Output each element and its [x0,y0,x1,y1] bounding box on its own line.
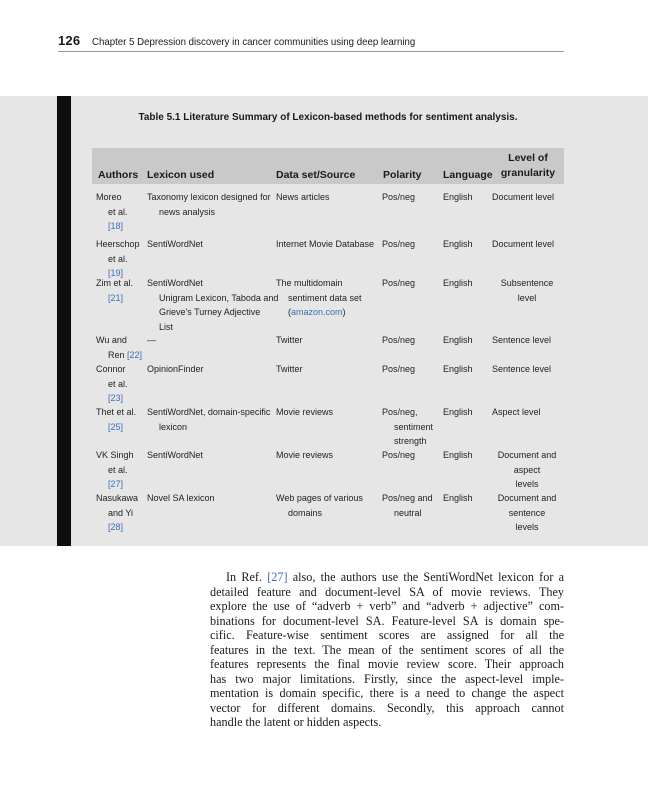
body-line: detailed feature and document-level SA of movie reviews. They [210,584,564,599]
cell-language-line: English [443,192,473,202]
cell-authors-line: et al. [108,253,128,264]
cell-dataset [276,237,380,252]
page-number: 126 [58,33,81,48]
cell-language [443,448,491,463]
cell-lexicon-line: List [159,321,174,332]
cell-language-line: English [443,278,473,288]
cell-polarity-line: Pos/neg and [382,493,433,503]
cell-dataset-line: News articles [276,192,330,202]
table-header-row [92,148,564,184]
cell-language-line: English [443,364,473,374]
cell-language [443,333,491,348]
cell-granularity-line: aspect [513,464,541,475]
reference-link[interactable]: [27] [267,570,288,584]
cell-dataset-line: Internet Movie Database [276,239,375,249]
cell-lexicon-line: SentiWordNet [147,239,203,249]
cell-dataset [276,448,380,463]
cell-lexicon [147,333,277,348]
reference-link[interactable]: [21] [108,292,124,303]
cell-granularity [492,491,562,535]
cell-authors-line: Ren [22] [108,349,143,360]
granularity-header-line-1: Level of [508,152,548,164]
cell-granularity [492,405,562,420]
reference-link[interactable]: [19] [108,268,124,278]
cell-lexicon-line: Unigram Lexicon, Taboda and [159,292,279,303]
body-line: vector for different domains. Secondly, this approach cannot [210,700,564,715]
running-header [58,33,564,52]
cell-granularity [492,362,562,377]
cell-lexicon-line: Grieve's Turney Adjective [159,307,261,317]
cell-polarity [382,190,440,205]
column-header-authors: Authors [98,169,139,181]
cell-lexicon [147,276,277,334]
column-header-granularity [492,151,564,181]
cell-authors-line: Wu and [96,335,127,345]
cell-authors [96,237,146,281]
cell-lexicon-line: OpinionFinder [147,364,204,374]
cell-lexicon-line: news analysis [159,206,216,217]
cell-language [443,362,491,377]
column-header-polarity: Polarity [383,169,422,181]
cell-polarity [382,405,440,449]
granularity-header-line-2: granularity [500,167,556,179]
cell-granularity [492,276,562,305]
cell-granularity-line: Aspect level [492,407,541,417]
body-line: has two major limitations. Firstly, since the aspect-level imple- [210,671,564,686]
reference-link[interactable]: [25] [108,421,124,432]
cell-authors-line [96,420,146,435]
cell-authors [96,405,146,434]
cell-dataset-line: Movie reviews [276,450,334,460]
cell-lexicon-line: Taxonomy lexicon designed for [147,192,271,202]
cell-lexicon-line: — [147,335,156,345]
cell-authors [96,491,146,535]
table-caption: Table 5.1 Literature Summary of Lexicon-based methods for sentiment analysis. [138,111,518,123]
cell-granularity [492,190,562,205]
cell-polarity-line: Pos/neg [382,450,416,460]
cell-polarity [382,491,440,520]
cell-language [443,237,491,252]
body-line: handle the latent or hidden aspects. [210,715,382,729]
column-header-lexicon: Lexicon used [147,169,215,181]
cell-polarity [382,276,440,291]
chapter-title: Chapter 5 Depression discovery in cancer communities using deep learning [92,36,416,48]
cell-lexicon-line: SentiWordNet [147,278,203,288]
body-line: In Ref. [27] also, the authors use the SentiWordNet lexicon for a [226,570,564,584]
cell-granularity-line: Subsentence [500,278,554,288]
cell-language-line: English [443,493,473,503]
cell-authors-line: Zim et al. [96,278,134,288]
cell-dataset-line: domains [288,507,323,518]
cell-polarity-line: sentiment [394,421,434,432]
cell-granularity [492,448,562,492]
cell-lexicon-line: SentiWordNet [147,450,203,460]
cell-dataset-line: sentiment data set [288,292,362,303]
cell-polarity-line: strength [394,436,427,446]
cell-authors [96,362,146,406]
body-line: features represents the final movie review score. Their approach [210,657,564,671]
cell-authors-line: et al. [108,378,128,389]
cell-language-line: English [443,239,473,249]
cell-granularity-line: Document level [492,239,555,249]
table-side-bar [57,96,71,546]
cell-polarity-line: Pos/neg [382,278,416,288]
cell-polarity-line: Pos/neg [382,239,416,249]
cell-authors-line [96,219,146,234]
body-line: explore the use of “adverb + verb” and “adverb + adjective” com- [210,599,564,613]
cell-polarity-line: Pos/neg [382,335,416,345]
body-paragraph [210,570,564,730]
cell-authors-line: Moreo [96,192,122,202]
cell-polarity-line: neutral [394,507,422,518]
reference-link[interactable]: amazon.com [291,307,343,317]
reference-link[interactable]: [27] [108,479,124,489]
cell-lexicon-line: Novel SA lexicon [147,493,215,503]
cell-authors-line: et al. [108,206,128,217]
body-line: mentation is domain specific, there is a need to change the aspect [210,686,564,700]
cell-polarity [382,448,440,463]
cell-authors-line: Heerschop [96,239,140,249]
cell-language-line: English [443,335,473,345]
body-lines [210,570,564,730]
cell-authors [96,190,146,234]
body-line: features in the text. The mean of the sentiment scores of all the [210,642,564,657]
cell-granularity-line: Document and [497,450,557,460]
cell-language [443,276,491,291]
reference-link[interactable]: [18] [108,221,124,231]
cell-dataset [276,405,380,420]
cell-lexicon [147,448,277,463]
cell-authors [96,448,146,492]
cell-authors [96,276,146,305]
cell-authors-line: Thet et al. [96,407,137,417]
cell-lexicon [147,405,277,434]
cell-dataset [276,333,380,348]
table-panel [0,96,648,546]
cell-dataset-line: (amazon.com) [288,307,346,317]
cell-granularity-line: Sentence level [492,335,552,345]
cell-polarity-line: Pos/neg [382,364,416,374]
cell-granularity-line: level [517,292,537,303]
reference-link[interactable]: [23] [108,393,124,403]
body-line: cific. Feature-wise sentiment scores are assigned for all the [210,628,564,642]
cell-polarity [382,333,440,348]
cell-authors-line [96,477,146,492]
cell-polarity [382,362,440,377]
cell-dataset [276,491,380,520]
cell-polarity-line: Pos/neg [382,192,416,202]
cell-lexicon [147,362,277,377]
cell-dataset [276,362,380,377]
cell-dataset-line: Twitter [276,364,303,374]
cell-authors-line: Nasukawa [96,493,139,503]
cell-language [443,491,491,506]
cell-authors-line: et al. [108,464,128,475]
cell-polarity-line: Pos/neg, [382,407,418,417]
cell-dataset-line: Web pages of various [276,493,363,503]
cell-granularity-line: Document and [497,493,557,503]
cell-language [443,405,491,420]
cell-authors-line: and Yi [108,507,134,518]
cell-polarity [382,237,440,252]
cell-granularity-line: Document level [492,192,555,202]
column-header-dataset: Data set/Source [276,169,356,181]
cell-lexicon-line: lexicon [159,421,188,432]
cell-lexicon-line: SentiWordNet, domain-specific [147,407,271,417]
cell-granularity [492,333,562,348]
cell-authors-line [96,520,146,535]
reference-link[interactable]: [28] [108,522,124,532]
cell-dataset [276,190,380,205]
column-header-language: Language [443,169,493,181]
body-line: binations for document-level SA. Feature-level SA is domain spe- [210,613,564,628]
cell-authors-line [96,291,146,306]
cell-dataset-line: Twitter [276,335,303,345]
cell-granularity-line: levels [515,479,539,489]
cell-authors-line: VK Singh [96,450,134,460]
cell-dataset [276,276,380,320]
cell-language-line: English [443,450,473,460]
cell-granularity [492,237,562,252]
cell-lexicon [147,237,277,252]
cell-lexicon [147,491,277,506]
cell-language-line: English [443,407,473,417]
cell-authors [96,333,146,362]
cell-granularity-line: Sentence level [492,364,552,374]
cell-dataset-line: Movie reviews [276,407,334,417]
cell-dataset-line: The multidomain [276,278,343,288]
cell-lexicon [147,190,277,219]
cell-granularity-line: levels [515,522,539,532]
cell-authors-line [96,391,146,406]
cell-language [443,190,491,205]
reference-link[interactable]: [22] [127,349,143,360]
cell-granularity-line: sentence [508,507,546,518]
cell-authors-line: Connor [96,364,126,374]
